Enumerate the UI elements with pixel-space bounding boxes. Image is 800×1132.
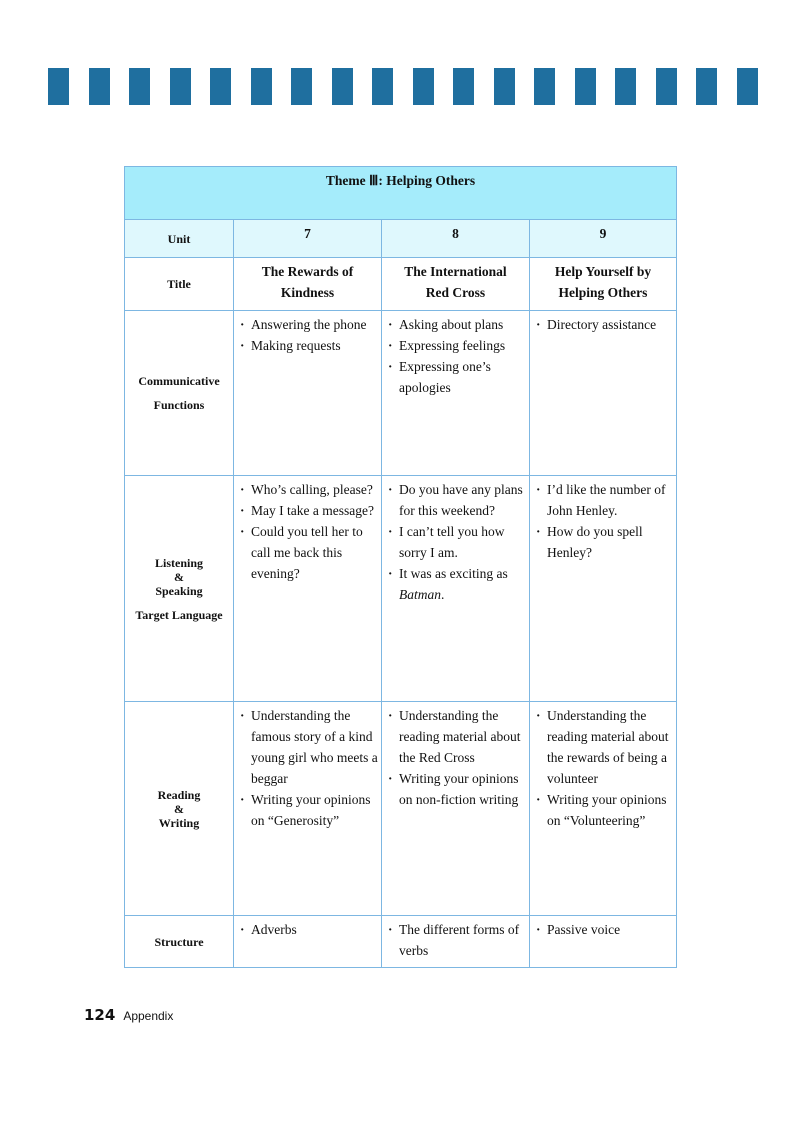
structure-cell xyxy=(234,916,382,968)
list-item: · Could you tell her to call me back this evening? xyxy=(237,521,378,584)
list-item: · Answering the phone xyxy=(237,314,378,335)
decorative-block xyxy=(372,68,393,105)
decorative-block xyxy=(129,68,150,105)
label-line: Speaking xyxy=(155,583,203,598)
list-item: · Understanding the famous story of a kind young girl who meets a beggar xyxy=(237,705,378,789)
structure-cell xyxy=(530,916,677,968)
listening-row xyxy=(125,476,677,702)
list-item: · Making requests xyxy=(237,335,378,356)
title-row xyxy=(125,258,677,311)
communicative-cell xyxy=(530,311,677,476)
text-fragment: It was as exciting as xyxy=(399,566,508,581)
label-line: Writing xyxy=(158,815,200,830)
label-line: Reading xyxy=(157,787,201,802)
decorative-block xyxy=(48,68,69,105)
list-item: · Who’s calling, please? xyxy=(237,479,378,500)
page-footer xyxy=(84,1006,173,1024)
list-item: · Writing your opinions on non-fiction writing xyxy=(385,768,526,810)
italic-title: Batman xyxy=(399,587,441,602)
decorative-header-bar xyxy=(48,68,758,105)
decorative-block xyxy=(534,68,555,105)
list-item: · Expressing feelings xyxy=(385,335,526,356)
decorative-block xyxy=(575,68,596,105)
list-item: · Understanding the reading material about the rewards of being a volunteer xyxy=(533,705,673,789)
list-item: · Directory assistance xyxy=(533,314,673,335)
label-line: Functions xyxy=(153,398,205,412)
unit-title xyxy=(530,258,677,311)
listening-cell xyxy=(234,476,382,702)
unit-title xyxy=(382,258,530,311)
decorative-block xyxy=(413,68,434,105)
section-label: Appendix xyxy=(123,1009,174,1023)
listening-cell xyxy=(530,476,677,702)
label-line: Communicative xyxy=(138,374,220,388)
list-item: · Writing your opinions on “Volunteering” xyxy=(533,789,673,831)
unit-label: Unit xyxy=(125,220,234,258)
target-language-label: Target Language xyxy=(135,607,223,622)
text-fragment: . xyxy=(441,587,445,602)
label-line: Listening xyxy=(154,555,203,570)
list-item: · I can’t tell you how sorry I am. xyxy=(385,521,526,563)
reading-label xyxy=(125,702,234,916)
reading-cell xyxy=(382,702,530,916)
label-line: & xyxy=(174,801,184,816)
list-item: · Writing your opinions on “Generosity” xyxy=(237,789,378,831)
unit-title-line: Kindness xyxy=(280,285,335,300)
list-item: · May I take a message? xyxy=(237,500,378,521)
communicative-row xyxy=(125,311,677,476)
reading-cell xyxy=(530,702,677,916)
decorative-block xyxy=(291,68,312,105)
unit-title xyxy=(234,258,382,311)
unit-row xyxy=(125,220,677,258)
decorative-block xyxy=(494,68,515,105)
unit-number: 8 xyxy=(382,220,530,258)
decorative-block xyxy=(251,68,272,105)
unit-title-line: Help Yourself by xyxy=(554,264,652,279)
theme-title-row xyxy=(125,167,677,220)
list-item xyxy=(385,563,526,605)
syllabus-table xyxy=(124,166,677,968)
decorative-block xyxy=(696,68,717,105)
title-label: Title xyxy=(125,258,234,311)
decorative-block xyxy=(170,68,191,105)
theme-title: Theme Ⅲ: Helping Others xyxy=(125,167,677,220)
listening-label xyxy=(125,476,234,702)
reading-row xyxy=(125,702,677,916)
unit-title-line: Red Cross xyxy=(425,285,486,300)
unit-number: 9 xyxy=(530,220,677,258)
decorative-block xyxy=(453,68,474,105)
list-item: · The different forms of verbs xyxy=(385,919,526,961)
decorative-block xyxy=(656,68,677,105)
communicative-label xyxy=(125,311,234,476)
decorative-block xyxy=(210,68,231,105)
structure-label: Structure xyxy=(125,916,234,968)
unit-title-line: Helping Others xyxy=(558,285,648,300)
listening-cell xyxy=(382,476,530,702)
communicative-cell xyxy=(382,311,530,476)
structure-row xyxy=(125,916,677,968)
list-item: · Adverbs xyxy=(237,919,378,940)
list-item: · Understanding the reading material about the Red Cross xyxy=(385,705,526,768)
list-item: · Passive voice xyxy=(533,919,673,940)
unit-title-line: The Rewards of xyxy=(261,264,354,279)
reading-cell xyxy=(234,702,382,916)
list-item: · Do you have any plans for this weekend? xyxy=(385,479,526,521)
list-item: · How do you spell Henley? xyxy=(533,521,673,563)
decorative-block xyxy=(615,68,636,105)
label-line: & xyxy=(174,569,184,584)
list-item: · Expressing one’s apologies xyxy=(385,356,526,398)
decorative-block xyxy=(737,68,758,105)
structure-cell xyxy=(382,916,530,968)
decorative-block xyxy=(89,68,110,105)
list-item: · Asking about plans xyxy=(385,314,526,335)
unit-title-line: The International xyxy=(404,264,507,279)
list-item: · I’d like the number of John Henley. xyxy=(533,479,673,521)
page-number: 124 xyxy=(84,1006,116,1024)
decorative-block xyxy=(332,68,353,105)
unit-number: 7 xyxy=(234,220,382,258)
communicative-cell xyxy=(234,311,382,476)
